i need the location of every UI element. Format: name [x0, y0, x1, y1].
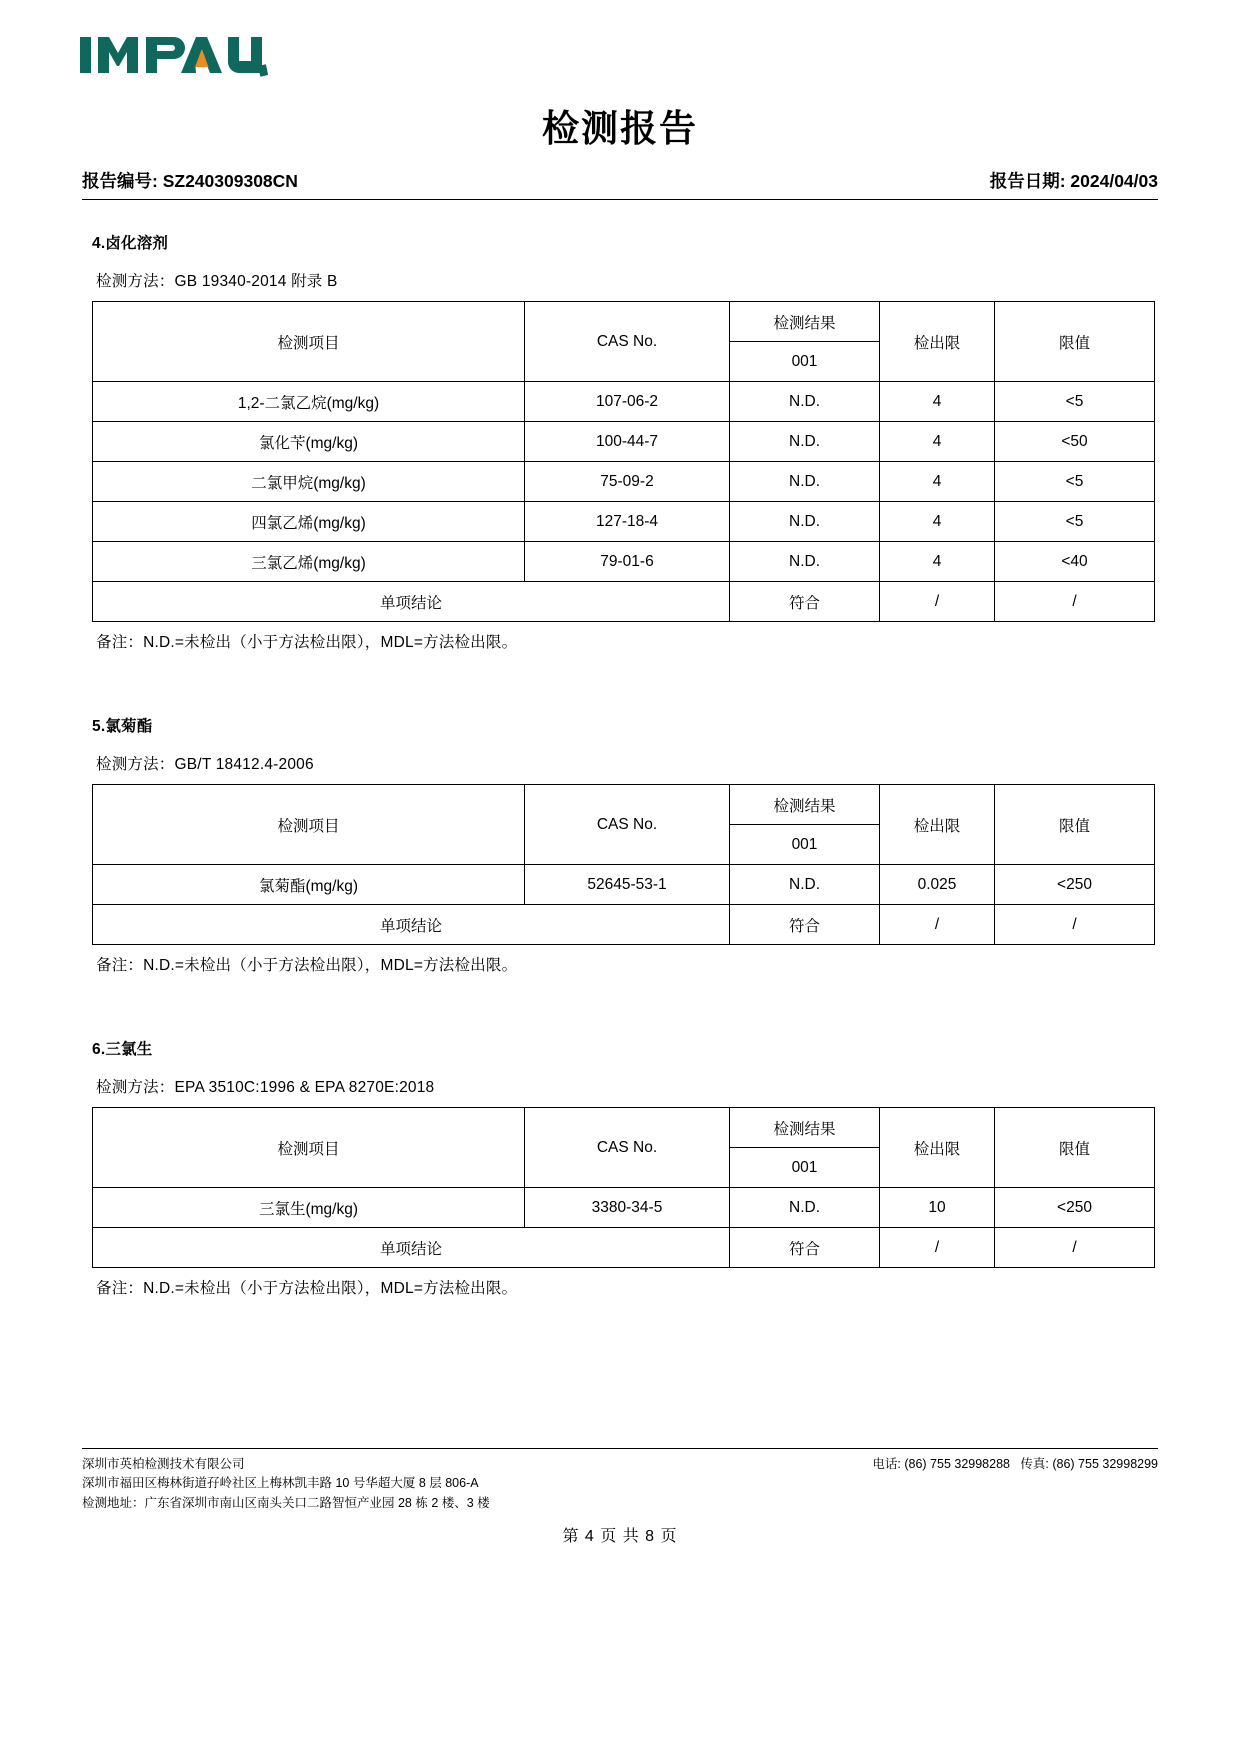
cell-conclusion-limit: / [995, 582, 1155, 622]
results-table [92, 784, 1155, 945]
cell-item: 三氯生(mg/kg) [93, 1188, 525, 1228]
cell-conclusion-label: 单项结论 [93, 1228, 730, 1268]
table-row [93, 1188, 1155, 1228]
table-row [93, 382, 1155, 422]
table-header-row [93, 785, 1155, 825]
results-table [92, 301, 1155, 622]
footer-fax: 传真: (86) 755 32998299 [1020, 1457, 1158, 1471]
cell-mdl: 0.025 [880, 865, 995, 905]
section-triclosan [82, 1037, 1158, 1298]
cell-conclusion-result: 符合 [730, 1228, 880, 1268]
th-result: 检测结果 [730, 785, 880, 825]
page-number: 第 4 页 共 8 页 [562, 1528, 678, 1546]
cell-item: 1,2-二氯乙烷(mg/kg) [93, 382, 525, 422]
cell-conclusion-label: 单项结论 [93, 905, 730, 945]
cell-item: 氯菊酯(mg/kg) [93, 865, 525, 905]
method-label: 检测方法： [96, 756, 175, 773]
th-mdl: 检出限 [880, 1108, 995, 1188]
section-remark: 备注：N.D.=未检出（小于方法检出限），MDL=方法检出限。 [96, 957, 518, 974]
th-mdl: 检出限 [880, 302, 995, 382]
section-halogenated-solvents [82, 231, 1158, 652]
table-row [93, 865, 1155, 905]
cell-cas: 107-06-2 [525, 382, 730, 422]
section-spacer [82, 975, 1158, 1021]
cell-conclusion-mdl: / [880, 582, 995, 622]
cell-limit: <5 [995, 382, 1155, 422]
report-number-label: 报告编号: [82, 171, 158, 191]
page-title: 检测报告 [542, 106, 698, 150]
cell-cas: 100-44-7 [525, 422, 730, 462]
table-row [93, 542, 1155, 582]
cell-cas: 3380-34-5 [525, 1188, 730, 1228]
report-content [82, 215, 1158, 1298]
footer-contact [872, 1455, 1158, 1474]
cell-conclusion-mdl: / [880, 1228, 995, 1268]
report-date-label: 报告日期: [989, 171, 1066, 191]
table-header-row [93, 1108, 1155, 1148]
method-label: 检测方法： [96, 273, 175, 290]
section-spacer [82, 652, 1158, 698]
cell-conclusion-limit: / [995, 1228, 1155, 1268]
section-remark: 备注：N.D.=未检出（小于方法检出限），MDL=方法检出限。 [96, 634, 518, 651]
cell-limit: <40 [995, 542, 1155, 582]
cell-result: N.D. [730, 422, 880, 462]
cell-mdl: 4 [880, 462, 995, 502]
cell-cas: 52645-53-1 [525, 865, 730, 905]
cell-item: 三氯乙烯(mg/kg) [93, 542, 525, 582]
impaq-logo-icon [78, 31, 278, 77]
method-label: 检测方法： [96, 1079, 175, 1096]
th-result-sample: 001 [730, 825, 880, 865]
report-date-value: 2024/04/03 [1070, 171, 1158, 191]
cell-cas: 75-09-2 [525, 462, 730, 502]
th-result-sample: 001 [730, 1148, 880, 1188]
th-result: 检测结果 [730, 302, 880, 342]
cell-result: N.D. [730, 542, 880, 582]
th-cas: CAS No. [525, 1108, 730, 1188]
table-conclusion-row [93, 905, 1155, 945]
th-mdl: 检出限 [880, 785, 995, 865]
cell-cas: 79-01-6 [525, 542, 730, 582]
cell-cas: 127-18-4 [525, 502, 730, 542]
report-meta-bar [82, 168, 1158, 200]
method-value: EPA 3510C:1996 & EPA 8270E:2018 [174, 1079, 435, 1096]
th-limit: 限值 [995, 1108, 1155, 1188]
section-title: 4.卤化溶剂 [92, 235, 169, 252]
method-value: GB/T 18412.4-2006 [174, 756, 314, 773]
results-table [92, 1107, 1155, 1268]
section-remark: 备注：N.D.=未检出（小于方法检出限），MDL=方法检出限。 [96, 1280, 518, 1297]
cell-limit: <5 [995, 462, 1155, 502]
impaq-logo [78, 26, 278, 82]
table-row [93, 502, 1155, 542]
cell-result: N.D. [730, 382, 880, 422]
footer-company: 深圳市英柏检测技术有限公司 [82, 1457, 245, 1471]
cell-result: N.D. [730, 462, 880, 502]
cell-mdl: 4 [880, 542, 995, 582]
report-number-value: SZ240309308CN [162, 171, 298, 191]
method-value: GB 19340-2014 附录 B [174, 273, 338, 290]
footer-tel: 电话: (86) 755 32998288 [872, 1457, 1010, 1471]
cell-conclusion-limit: / [995, 905, 1155, 945]
th-limit: 限值 [995, 785, 1155, 865]
footer-top-row [82, 1455, 1158, 1474]
th-item: 检测项目 [93, 785, 525, 865]
th-item: 检测项目 [93, 302, 525, 382]
cell-mdl: 4 [880, 382, 995, 422]
cell-mdl: 4 [880, 502, 995, 542]
th-result-sample: 001 [730, 342, 880, 382]
cell-item: 四氯乙烯(mg/kg) [93, 502, 525, 542]
cell-result: N.D. [730, 502, 880, 542]
cell-result: N.D. [730, 1188, 880, 1228]
cell-limit: <250 [995, 865, 1155, 905]
cell-conclusion-result: 符合 [730, 582, 880, 622]
th-result: 检测结果 [730, 1108, 880, 1148]
table-conclusion-row [93, 582, 1155, 622]
cell-limit: <5 [995, 502, 1155, 542]
th-cas: CAS No. [525, 785, 730, 865]
report-date [990, 168, 1158, 193]
cell-conclusion-result: 符合 [730, 905, 880, 945]
method-line [96, 752, 1158, 774]
th-limit: 限值 [995, 302, 1155, 382]
report-number [82, 168, 298, 193]
page-footer [82, 1448, 1158, 1546]
table-header-row [93, 302, 1155, 342]
cell-item: 氯化苄(mg/kg) [93, 422, 525, 462]
footer-address-2: 检测地址：广东省深圳市南山区南头关口二路智恒产业园 28 栋 2 楼、3 楼 [82, 1495, 490, 1510]
section-permethrin [82, 714, 1158, 975]
table-row [93, 462, 1155, 502]
cell-result: N.D. [730, 865, 880, 905]
th-cas: CAS No. [525, 302, 730, 382]
section-title: 6.三氯生 [92, 1041, 153, 1058]
th-item: 检测项目 [93, 1108, 525, 1188]
cell-item: 二氯甲烷(mg/kg) [93, 462, 525, 502]
cell-conclusion-label: 单项结论 [93, 582, 730, 622]
cell-limit: <250 [995, 1188, 1155, 1228]
cell-mdl: 10 [880, 1188, 995, 1228]
table-conclusion-row [93, 1228, 1155, 1268]
footer-address-1: 深圳市福田区梅林街道孖岭社区上梅林凯丰路 10 号华超大厦 8 层 806-A [82, 1476, 479, 1491]
method-line [96, 269, 1158, 291]
table-row [93, 422, 1155, 462]
cell-limit: <50 [995, 422, 1155, 462]
cell-mdl: 4 [880, 422, 995, 462]
cell-conclusion-mdl: / [880, 905, 995, 945]
method-line [96, 1075, 1158, 1097]
section-title: 5.氯菊酯 [92, 718, 153, 735]
